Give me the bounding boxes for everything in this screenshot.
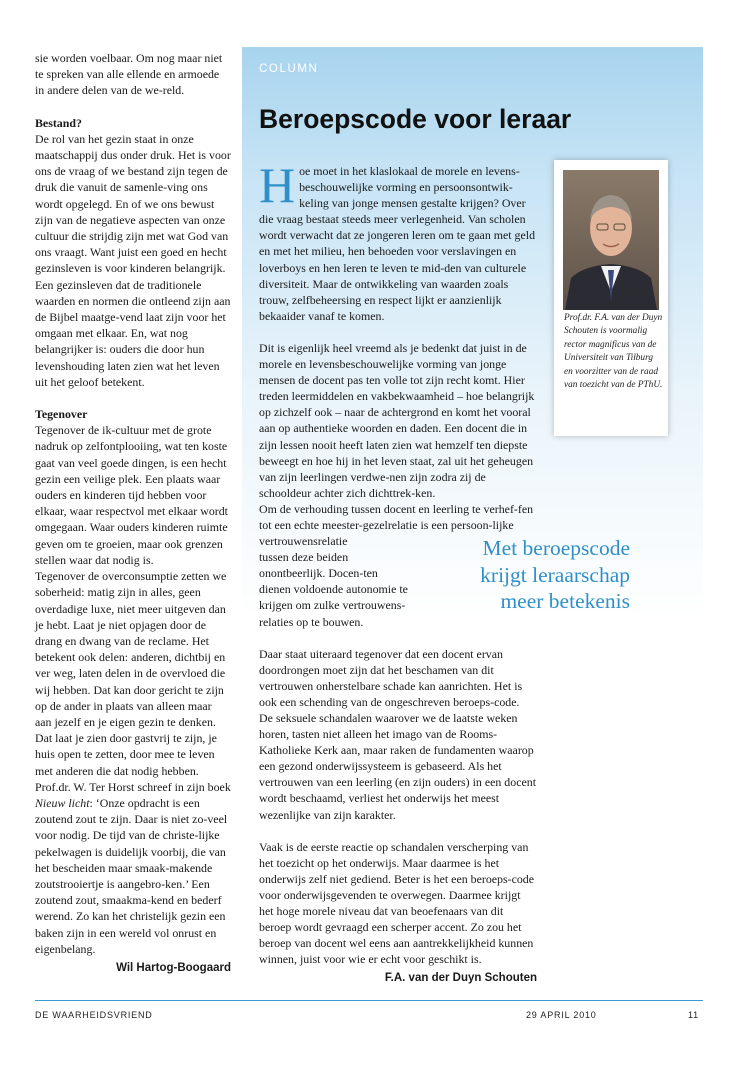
column-title: Beroepscode voor leraar [259,104,572,134]
footer-date: 29 APRIL 2010 [526,1010,597,1020]
column-author-signature: F.A. van der Duyn Schouten [384,972,537,985]
column-label: COLUMN [259,63,319,75]
column-paragraph-1: oe moet in het klaslokaal de morele en levens-beschouwelijke vorming en persoonsontwik-keling van jonge mensen gestalte krijgen? Over die vraag bestaat steeds meer verlegenheid. Van scholen wordt verwacht dat ze jongeren leren om te gaan met geld en met het milieu, hen behoeden voor verslavingen en loverboys en hen leren te leven te mid-den van culturele diversiteit. Maar de ontwikkeling van waarden zoals trouw, zelfbeheersing en respect lijkt er aanzienlijk bekaaider vanaf te komen. [259,164,536,323]
author-portrait [563,170,659,310]
book-title: Nieuw licht [35,795,90,810]
drop-cap: H [259,157,296,213]
bestand-paragraph: De rol van het gezin staat in onze maatschappij dus onder druk. Het is voor ons de vraag of we bestand zijn tegen de druk die vanuit de samenle-ving ons wordt opgelegd. En of we ons bewust zijn van de negatieve aspecten van onze cultuur die strijdig zijn met wat God van ons vraagt. Want juist een goed en hecht gezinsleven is voor kinderen belangrijk. Een gezinsleven dat de traditionele waarden en normen die ontleend zijn aan de Bijbel maatge-vend laat zijn voor het omgaan met elkaar. En, wat nog belangrijker is: ouders die door hun levenshouding laten zien wat het leven uit het geloof betekent. [35,131,231,389]
author-caption: Prof.dr. F.A. van der Duyn Schouten is voormalig rector magnificus van de Universiteit van Tilburg en voorzitter van de raad van toezicht van de PThU. [564,313,663,391]
left-author-signature: Wil Hartog-Boogaard [116,961,231,974]
left-article [35,50,231,976]
tegenover-paragraph-1: Tegenover de ik-cultuur met de grote nadruk op zelfontplooiing, wat ten koste gaat van veel goede dingen, is een hecht gezin een veilige plek. Een plaats waar ouders en kinderen tijd hebben voor elkaar, waar respectvol met elkaar wordt omgegaan. Waar ouders kinderen ruimte geven om te groeien, maar ook grenzen stellen waar dat nodig is. [35,423,228,567]
left-intro-paragraph: sie worden voelbaar. Om nog maar niet te spreken van alle ellende en armoede in andere delen van de we-reld. [35,51,223,98]
column-paragraph-4: Daar staat uiteraard tegenover dat een docent ervan doordrongen moet zijn dat het beschamen van dit vertrouwen onherstelbare schade kan aanrichten. Het is ook een schending van de ongeschreven beroeps-code. [259,646,523,709]
pull-quote: Met beroepscode krijgt leraarschap meer betekenis [480,536,630,613]
column-paragraph-2: Dit is eigenlijk heel vreemd als je bedenkt dat juist in de morele en levensbeschouwelijke vorming van jonge mensen de docent pas ten volle tot zijn recht komt. Hier treden leermiddelen en vakbekwaamheid – hoe belangrijk op zichzelf ook – naar de achtergrond en komt het vooral aan op authentieke woorden en daden. Een docent die in zijn lessen nooit heeft laten zien wat hemzelf ten diepste beweegt en hoe hij in het leven staat, zal uit het geheugen van zijn leerlingen verdwe-nen zijn zodra zij de schooldeur achter zich dichttrek-ken. [259,340,535,500]
column-paragraph-3-continued: tussen deze beiden onontbeerlijk. Docen-ten dienen voldoende autonomie te krijgen om zulke vertrouwens-relaties op te bouwen. [259,550,408,629]
tegenover-paragraph-3: Prof.dr. W. Ter Horst schreef in zijn boek Nieuw licht: ‘Onze opdracht is een zoutend zout te zijn. Daar is niet zo-veel voor nodig. De tijd van de christe-lijke pekelwagen is duidelijk voorbij, die van het bescheiden maar smaak-makende zoutstrooiertje is aangebro-ken.’ Een zoutend zout, smaakma-kend en bederf werend. Zo kan het christelijk gezin een baken zijn in een wereld vol onrust en eigenbelang. [35,779,231,956]
footer-publication: DE WAARHEIDSVRIEND [35,1010,153,1020]
column-paragraph-6: Vaak is de eerste reactie op schandalen verscherping van het toezicht op het onderwijs. Maar daarmee is het onderwijs zelf niet gediend. Beter is het een beroeps-code voor onderwijsgevenden te overwegen. Daarmee krijgt het hoge morele niveau dat van beoefenaars van dit beroep wordt gevraagd een scherper accent. Zo zou het beroep van docent wel eens aan aantrekkelijkheid kunnen winnen, juist voor wie er echt voor geschikt is. [259,839,535,967]
footer-rule [35,1000,703,1001]
column-paragraph-3: Om de verhouding tussen docent en leerling te verhef-fen tot een echte meester-gezelrelatie is een persoon-lijke vertrouwensrelatie [259,501,534,549]
subheading-tegenover: Tegenover [35,407,88,422]
column-paragraph-5: De seksuele schandalen waarover we de laatste weken horen, tasten niet alleen het imago van de Rooms-Katholieke Kerk aan, maar raken de fundamenten waarop een gezond onderwijssysteem is gebaseerd. Als het vertrouwen van een leerling (en zijn ouders) in een docent wordt beschaamd, verliest het onderwijs het meest wezenlijke van zijn karakter. [259,711,537,822]
author-photo-card [554,160,668,436]
tegenover-paragraph-2: Tegenover de overconsumptie zetten we soberheid: matig zijn in alles, geen overdadige luxe, niet meer uitgeven dan je hebt. Laat je niet opjagen door de drang en dwang van de reclame. Het betekent ook delen: anderen, dichtbij en ver weg, laten delen in de overvloed die wij hebben. Dat kan door gericht te zijn op de ander in plaats van alleen maar aan jezelf en je eigen gezin te denken. Dat laat je zien door gastvrij te zijn, je huis open te zetten, door mee te leven met anderen die dat nodig hebben. [35,569,227,778]
footer-page-number: 11 [688,1010,699,1020]
subheading-bestand: Bestand? [35,115,82,130]
